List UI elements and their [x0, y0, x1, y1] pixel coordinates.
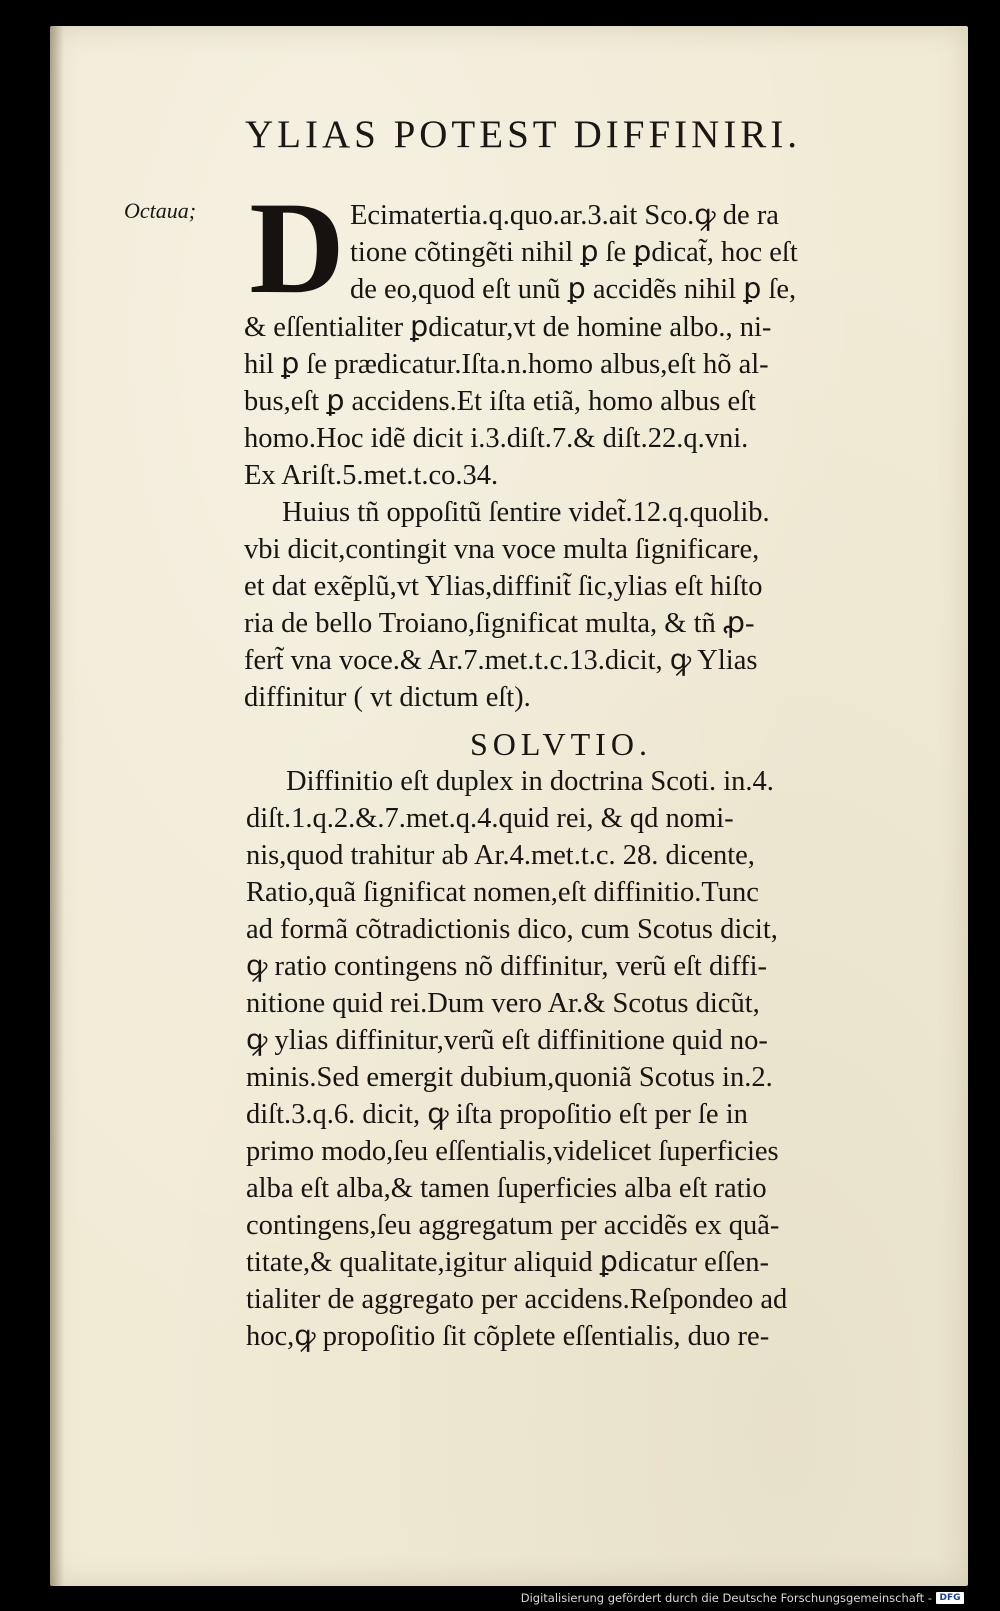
text-line: alba eſt alba,& tamen ſuperficies alba eſt ratio — [246, 1173, 767, 1204]
footer-credit: Digitalisierung gefördert durch die Deutsche Forschungsgemeinschaft - — [520, 1591, 932, 1605]
text-line: titate,& qualitate,igitur aliquid ꝑdicatur eſſen- — [246, 1247, 770, 1278]
text-line: de eo,quod eſt unũ ꝑ accidẽs nihil ꝑ ſe, — [350, 274, 797, 305]
text-line: ad formã cõtradictionis dico, cum Scotus dicit, — [246, 914, 778, 945]
text-line: et dat exẽplũ,vt Ylias,diffinit̃ ſic,ylias eſt hiſto — [244, 571, 763, 602]
text-line: contingens,ſeu aggregatum per accidẽs ex quã- — [246, 1210, 780, 1241]
text-line: & eſſentialiter ꝑdicatur,vt de homine albo., ni- — [244, 312, 772, 343]
text-line: diſt.1.q.2.&.7.met.q.4.quid rei, & qd nomi- — [246, 803, 734, 834]
text-line: hil ꝑ ſe prædicatur.Iſta.n.homo albus,eſt hõ al- — [244, 349, 769, 380]
margin-note: Octaua; — [124, 198, 197, 223]
text-line: hoc,ꝙ propoſitio ſit cõplete eſſentialis, duo re- — [246, 1321, 770, 1352]
text-line: nitione quid rei.Dum vero Ar.& Scotus dicũt, — [246, 988, 760, 1019]
text-line: diſt.3.q.6. dicit, ꝙ iſta propoſitio eſt per ſe in — [246, 1099, 748, 1130]
running-head: YLIAS POTEST DIFFINIRI. — [245, 113, 802, 156]
book-page — [50, 26, 968, 1586]
text-line: ꝙ ratio contingens nõ diffinitur, verũ eſt diffi- — [246, 951, 768, 982]
text-line: Huius tñ oppoſitũ ſentire videt̃.12.q.quolib. — [282, 497, 770, 528]
text-line: Diffinitio eſt duplex in doctrina Scoti. in.4. — [286, 766, 774, 797]
text-line: fert̃ vna voce.& Ar.7.met.t.c.13.dicit, ꝙ Ylias — [244, 645, 758, 676]
text-line: ria de bello Troiano,ſignificat multa, & tñ ꝓ- — [244, 608, 755, 639]
text-line: Ecimatertia.q.quo.ar.3.ait Sco.ꝙ de ra — [350, 200, 779, 231]
dfg-logo-icon: DFG — [936, 1592, 964, 1604]
digitization-footer — [521, 1591, 964, 1605]
text-line: minis.Sed emergit dubium,quoniã Scotus in.2. — [246, 1062, 773, 1093]
text-line: bus,eſt ꝑ accidens.Et iſta etiã, homo albus eſt — [244, 386, 756, 417]
text-line: primo modo,ſeu eſſentialis,videlicet ſuperficies — [246, 1136, 779, 1167]
text-line: vbi dicit,contingit vna voce multa ſignificare, — [244, 534, 760, 565]
text-line: Ratio,quã ſignificat nomen,eſt diffinitio.Tunc — [246, 877, 759, 908]
text-line: diffinitur ( vt dictum eſt). — [244, 682, 531, 713]
text-line: tialiter de aggregato per accidens.Reſpondeo ad — [246, 1284, 788, 1315]
text-line: tione cõtingẽti nihil ꝑ ſe ꝑdicat̃, hoc eſt — [350, 237, 798, 268]
text-line: ꝙ ylias diffinitur,verũ eſt diffinitione quid no- — [246, 1025, 768, 1056]
section-heading: SOLVTIO. — [470, 726, 652, 762]
drop-cap: D — [249, 174, 345, 321]
text-line: nis,quod trahitur ab Ar.4.met.t.c. 28. dicente, — [246, 840, 755, 871]
text-line: Ex Ariſt.5.met.t.co.34. — [244, 460, 499, 491]
text-line: homo.Hoc idẽ dicit i.3.diſt.7.& diſt.22.q.vni. — [244, 423, 749, 454]
